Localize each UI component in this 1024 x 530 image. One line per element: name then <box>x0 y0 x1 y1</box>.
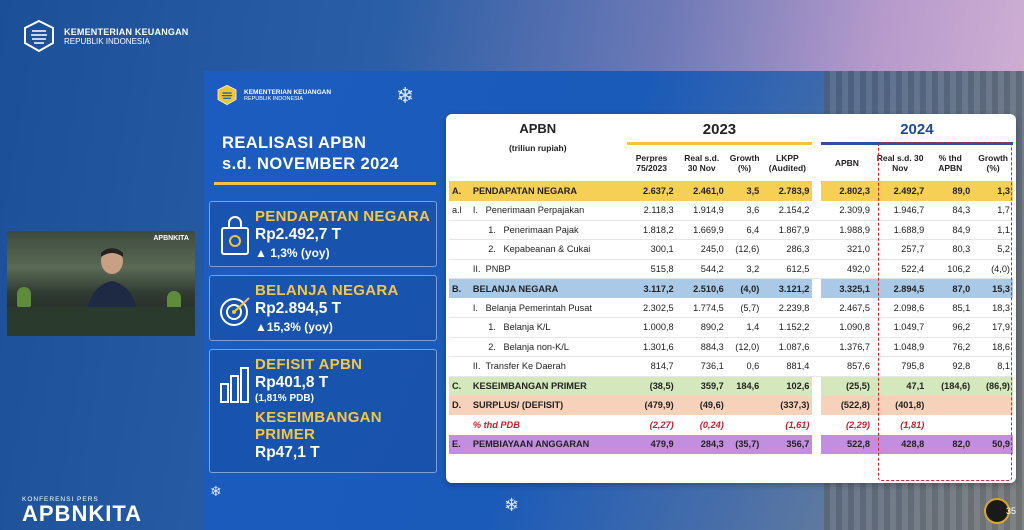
table-cell: 1,3 <box>973 181 1013 201</box>
table-cell: 884,3 <box>677 337 727 357</box>
table-cell: 2.637,2 <box>627 181 677 201</box>
table-cell: (1,61) <box>785 419 810 430</box>
table-cell <box>973 396 1013 416</box>
video-watermark: APBNKITA <box>153 235 189 242</box>
table-row <box>449 357 1013 377</box>
table-cell: 50,9 <box>973 435 1013 455</box>
column-gap <box>812 415 820 435</box>
table-cell: 2.894,5 <box>873 279 927 299</box>
table-cell: 257,7 <box>873 240 927 260</box>
row-label: 1. Belanja K/L <box>470 318 627 338</box>
slide-logo <box>216 84 331 106</box>
table-cell: 1.867,9 <box>762 220 812 240</box>
row-label: 2. Kepabeanan & Cukai <box>470 240 627 260</box>
table-cell: (35,7) <box>727 435 763 455</box>
table-row <box>449 415 1013 435</box>
table-cell: 356,7 <box>762 435 812 455</box>
table-cell <box>973 415 1013 435</box>
card-title: DEFISIT APBN <box>255 356 363 373</box>
table-cell: 3,2 <box>727 259 763 279</box>
desk <box>7 307 195 336</box>
col-header: % thd APBN <box>938 152 963 173</box>
kemenkeu-logo-icon <box>216 84 238 106</box>
table-cell: (12,6) <box>727 240 763 260</box>
table-cell: (479,9) <box>627 396 677 416</box>
table-cell: 492,0 <box>821 259 873 279</box>
table-cell: 2.154,2 <box>762 201 812 221</box>
table-row <box>449 396 1013 416</box>
row-code <box>449 240 470 260</box>
table-cell: 15,3 <box>973 279 1013 299</box>
table-cell: 8,1 <box>973 357 1013 377</box>
table-cell: 3,5 <box>727 181 763 201</box>
table-cell: 2.098,6 <box>873 298 927 318</box>
column-gap <box>812 357 820 377</box>
table-cell: 2.783,9 <box>762 181 812 201</box>
table-row <box>449 220 1013 240</box>
slide-logo-line1: KEMENTERIAN KEUANGAN <box>244 88 332 96</box>
table-cell: 5,2 <box>973 240 1013 260</box>
table-cell: 736,1 <box>677 357 727 377</box>
table-cell: (38,5) <box>627 376 677 396</box>
card-belanja <box>209 275 437 341</box>
column-gap <box>812 181 820 201</box>
table-cell: 85,1 <box>927 298 973 318</box>
column-gap <box>812 376 820 396</box>
table-cell: 76,2 <box>927 337 973 357</box>
table-cell <box>727 415 763 435</box>
year-2023: 2023 <box>627 117 813 143</box>
row-label: II. PNBP <box>470 259 627 279</box>
table-cell: 300,1 <box>627 240 677 260</box>
year-2024: 2024 <box>821 117 1013 143</box>
table-cell: 106,2 <box>927 259 973 279</box>
table-cell: 1.090,8 <box>821 318 873 338</box>
column-gap <box>812 396 820 416</box>
card-defisit <box>209 349 437 473</box>
row-label: % thd PDB <box>472 419 520 430</box>
table-cell: 17,9 <box>973 318 1013 338</box>
brand-header <box>22 19 189 53</box>
table-cell: 1,7 <box>973 201 1013 221</box>
footer-kicker: KONFERENSI PERS <box>22 496 99 503</box>
col-header: Perpres 75/2023 <box>635 152 668 173</box>
table-row <box>449 259 1013 279</box>
row-label: I. Penerimaan Perpajakan <box>470 201 627 221</box>
table-cell: 3.117,2 <box>627 279 677 299</box>
table-cell: 96,2 <box>927 318 973 338</box>
column-gap <box>812 240 820 260</box>
table-cell: 1.688,9 <box>873 220 927 240</box>
table-cell: 184,6 <box>727 376 763 396</box>
row-code <box>449 337 470 357</box>
snowflake-icon: ❄ <box>396 83 415 108</box>
table-cell: 3.325,1 <box>821 279 873 299</box>
card-value: Rp2.492,7 T <box>255 226 342 243</box>
table-cell: (337,3) <box>762 396 812 416</box>
table-row <box>449 279 1013 299</box>
page-number: 35 <box>1005 506 1016 516</box>
table-cell <box>727 396 763 416</box>
table-cell: 2.510,6 <box>677 279 727 299</box>
table-row <box>449 376 1013 396</box>
table-row <box>449 201 1013 221</box>
card-title-secondary-line2: PRIMER <box>255 426 316 443</box>
slide-title <box>222 133 399 175</box>
column-gap <box>812 259 820 279</box>
table-cell: 428,8 <box>873 435 927 455</box>
column-gap <box>812 298 820 318</box>
target-icon <box>218 288 252 330</box>
col-header: LKPP (Audited) <box>768 152 806 173</box>
table-cell: 80,3 <box>927 240 973 260</box>
table-cell: 2.492,7 <box>873 181 927 201</box>
table-cell: 612,5 <box>762 259 812 279</box>
column-gap <box>812 337 820 357</box>
table-cell: 1.048,9 <box>873 337 927 357</box>
table-cell: 47,1 <box>873 376 927 396</box>
col-header: Real s.d. 30 Nov <box>876 152 924 173</box>
column-gap <box>812 318 820 338</box>
table-cell: 1.087,6 <box>762 337 812 357</box>
table-cell: 2.467,5 <box>821 298 873 318</box>
table-cell: (401,8) <box>873 396 927 416</box>
table-cell: 814,7 <box>627 357 677 377</box>
row-code: a.l <box>449 201 470 221</box>
table-cell: (522,8) <box>821 396 873 416</box>
table-cell: 102,6 <box>762 376 812 396</box>
col-header: APBN <box>834 157 859 168</box>
table-cell: (184,6) <box>927 376 973 396</box>
table-cell: 1.914,9 <box>677 201 727 221</box>
row-label: PENDAPATAN NEGARA <box>470 181 627 201</box>
table-cell: (49,6) <box>677 396 727 416</box>
row-label: KESEIMBANGAN PRIMER <box>470 376 627 396</box>
table-cell: 522,8 <box>821 435 873 455</box>
table-title: APBN <box>519 121 557 136</box>
row-code: D. <box>449 396 470 416</box>
table-cell: 881,4 <box>762 357 812 377</box>
table-row <box>449 298 1013 318</box>
footer-name: APBNKITA <box>22 501 143 526</box>
table-cell: (2,27) <box>649 419 674 430</box>
table-cell: 1.669,9 <box>677 220 727 240</box>
card-title-secondary: KESEIMBANGAN <box>255 409 382 426</box>
table-row <box>449 240 1013 260</box>
table-cell: 857,6 <box>821 357 873 377</box>
table-cell: 92,8 <box>927 357 973 377</box>
card-title: PENDAPATAN NEGARA <box>255 208 431 225</box>
table-cell: (4,0) <box>727 279 763 299</box>
table-cell: 87,0 <box>927 279 973 299</box>
table-cell: 515,8 <box>627 259 677 279</box>
table-cell: 2.461,0 <box>677 181 727 201</box>
row-label: SURPLUS/ (DEFISIT) <box>470 396 627 416</box>
title-underline <box>214 182 436 185</box>
brand-line2: REPUBLIK INDONESIA <box>64 36 150 46</box>
column-gap <box>812 220 820 240</box>
brand-line1: KEMENTERIAN KEUANGAN <box>64 26 189 37</box>
table-cell: 795,8 <box>873 357 927 377</box>
table-cell: (1,81) <box>900 419 925 430</box>
table-cell: 89,0 <box>927 181 973 201</box>
apbn-table <box>449 117 1013 454</box>
snowflake-icon: ❄ <box>210 483 222 499</box>
table-cell: 3.121,2 <box>762 279 812 299</box>
table-cell: 84,3 <box>927 201 973 221</box>
table-cell: 1.774,5 <box>677 298 727 318</box>
table-cell: 84,9 <box>927 220 973 240</box>
table-cell: 2.239,8 <box>762 298 812 318</box>
column-gap <box>812 201 820 221</box>
row-code <box>449 259 470 279</box>
row-code: C. <box>449 376 470 396</box>
row-label: PEMBIAYAAN ANGGARAN <box>470 435 627 455</box>
table-cell: 1.152,2 <box>762 318 812 338</box>
table-cell: 18,3 <box>973 298 1013 318</box>
table-cell: 1.376,7 <box>821 337 873 357</box>
speaker-video[interactable] <box>7 231 195 336</box>
table-cell: 1.946,7 <box>873 201 927 221</box>
card-value-secondary: Rp47,1 T <box>255 444 320 461</box>
table-cell: (5,7) <box>727 298 763 318</box>
table-cell: (4,0) <box>973 259 1013 279</box>
table-cell: (25,5) <box>821 376 873 396</box>
table-cell: 522,4 <box>873 259 927 279</box>
row-code <box>449 318 470 338</box>
table-cell: 18,6 <box>973 337 1013 357</box>
plant-decoration <box>17 287 31 307</box>
table-cell: 2.802,3 <box>821 181 873 201</box>
table-cell: 2.118,3 <box>627 201 677 221</box>
table-cell: 1.301,6 <box>627 337 677 357</box>
row-code <box>449 298 470 318</box>
col-header: Real s.d. 30 Nov <box>684 152 720 173</box>
table-cell: 2.309,9 <box>821 201 873 221</box>
presentation-slide <box>204 71 1024 530</box>
table-cell: (2,29) <box>845 419 870 430</box>
table-cell: 1.988,9 <box>821 220 873 240</box>
row-label: 2. Belanja non-K/L <box>470 337 627 357</box>
kemenkeu-logo-icon <box>22 19 56 53</box>
row-label: I. Belanja Pemerintah Pusat <box>470 298 627 318</box>
row-code <box>449 220 470 240</box>
row-code <box>449 357 470 377</box>
card-title: BELANJA NEGARA <box>255 282 399 299</box>
card-value: Rp401,8 T <box>255 374 329 391</box>
table-cell: 890,2 <box>677 318 727 338</box>
table-cell: (86,9) <box>973 376 1013 396</box>
bag-icon <box>218 214 252 256</box>
table-row <box>449 181 1013 201</box>
row-label: II. Transfer Ke Daerah <box>470 357 627 377</box>
table-cell: (0,24) <box>699 419 724 430</box>
row-code <box>449 415 470 435</box>
snowflake-icon: ❄ <box>504 495 520 515</box>
footer-brand <box>22 496 142 527</box>
apbn-table-panel <box>446 114 1016 483</box>
table-cell: 1.049,7 <box>873 318 927 338</box>
table-row <box>449 435 1013 455</box>
col-header: Growth (%) <box>729 152 760 173</box>
col-header: Growth (%) <box>978 152 1008 173</box>
table-cell: 321,0 <box>821 240 873 260</box>
table-cell: 2.302,5 <box>627 298 677 318</box>
row-code: A. <box>449 181 470 201</box>
card-pendapatan <box>209 201 437 267</box>
table-row <box>449 318 1013 338</box>
row-label: BELANJA NEGARA <box>470 279 627 299</box>
table-cell <box>927 415 973 435</box>
row-code: B. <box>449 279 470 299</box>
table-cell: 479,9 <box>627 435 677 455</box>
card-value: Rp2.894,5 T <box>255 300 342 317</box>
table-cell: 0,6 <box>727 357 763 377</box>
table-cell: 284,3 <box>677 435 727 455</box>
table-cell: 3,6 <box>727 201 763 221</box>
column-gap <box>812 279 820 299</box>
card-growth: ▲ 1,3% (yoy) <box>255 246 330 260</box>
card-growth: ▲15,3% (yoy) <box>255 320 333 334</box>
table-cell: 544,2 <box>677 259 727 279</box>
card-ratio: (1,81% PDB) <box>255 393 314 404</box>
slide-title-line1: REALISASI APBN <box>222 134 367 152</box>
table-row <box>449 337 1013 357</box>
table-cell: 245,0 <box>677 240 727 260</box>
row-label: 1. Penerimaan Pajak <box>470 220 627 240</box>
table-subtitle: (triliun rupiah) <box>508 143 567 153</box>
table-cell: (12,0) <box>727 337 763 357</box>
table-cell: 1,4 <box>727 318 763 338</box>
table-cell: 1.000,8 <box>627 318 677 338</box>
table-cell <box>927 396 973 416</box>
slide-title-line2: s.d. NOVEMBER 2024 <box>222 155 399 173</box>
table-cell: 1.818,2 <box>627 220 677 240</box>
table-cell: 359,7 <box>677 376 727 396</box>
table-cell: 82,0 <box>927 435 973 455</box>
row-code: E. <box>449 435 470 455</box>
table-body <box>449 181 1013 454</box>
slide-logo-line2: REPUBLIK INDONESIA <box>244 95 303 102</box>
table-cell: 6,4 <box>727 220 763 240</box>
table-cell: 286,3 <box>762 240 812 260</box>
table-cell: 1,1 <box>973 220 1013 240</box>
column-gap <box>812 435 820 455</box>
bars-chart-icon <box>218 362 252 404</box>
